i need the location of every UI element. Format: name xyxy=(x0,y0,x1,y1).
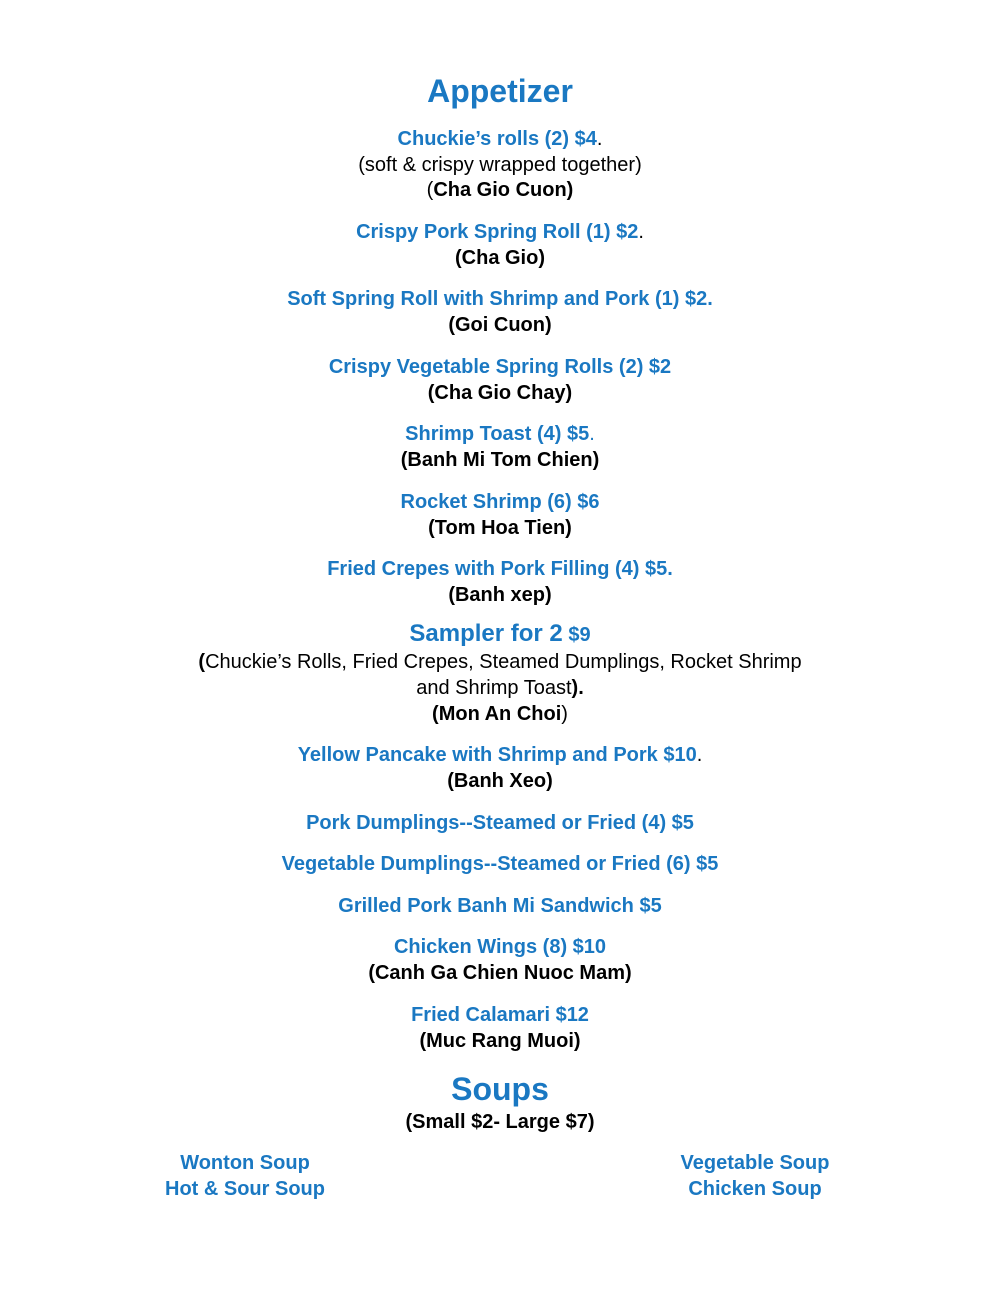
menu-item-name: Pork Dumplings--Steamed or Fried (4) $5 xyxy=(306,812,694,834)
soups-right-column xyxy=(605,1150,905,1202)
menu-item-name: Soft Spring Roll with Shrimp and Pork (1) $2. xyxy=(287,288,713,310)
menu-item-name: Rocket Shrimp (6) $6 xyxy=(400,491,600,513)
menu-item-viet: (Cha Gio Chay) xyxy=(427,382,573,404)
menu-item-viet: (Goi Cuon) xyxy=(448,314,552,336)
menu-item-name: Yellow Pancake with Shrimp and Pork $10. xyxy=(297,744,703,766)
soup-item: Vegetable Soup xyxy=(680,1152,830,1174)
soups-heading: Soups xyxy=(451,1071,549,1107)
appetizer-heading: Appetizer xyxy=(427,73,573,109)
menu-item-viet: (Muc Rang Muoi) xyxy=(419,1030,581,1052)
soup-item: Wonton Soup xyxy=(180,1152,310,1174)
menu-item-name: Fried Calamari $12 xyxy=(411,1004,589,1026)
soups-left-column xyxy=(95,1150,395,1202)
menu-item-name: Grilled Pork Banh Mi Sandwich $5 xyxy=(338,895,662,917)
menu-item-name: Vegetable Dumplings--Steamed or Fried (6) $5 xyxy=(281,853,719,875)
soups-price-note: (Small $2- Large $7) xyxy=(405,1111,595,1133)
menu-item-name: Shrimp Toast (4) $5. xyxy=(405,423,595,445)
sampler-desc: and Shrimp Toast). xyxy=(416,677,584,699)
menu-item-viet: (Cha Gio Cuon) xyxy=(426,179,574,201)
menu-item-name: Chicken Wings (8) $10 xyxy=(393,936,607,958)
menu-item-viet: (Banh xep) xyxy=(448,584,552,606)
menu-item-name: Crispy Pork Spring Roll (1) $2. xyxy=(356,221,644,243)
menu-item-viet: (Cha Gio) xyxy=(455,247,545,269)
sampler-title: Sampler for 2 $9 xyxy=(409,620,591,647)
menu-item-desc: (soft & crispy wrapped together) xyxy=(358,154,642,176)
menu-item-viet: (Canh Ga Chien Nuoc Mam) xyxy=(368,962,632,984)
menu-item-viet: (Tom Hoa Tien) xyxy=(428,517,572,539)
menu-item-viet: (Banh Xeo) xyxy=(447,770,553,792)
menu-item-name: Chuckie’s rolls (2) $4. xyxy=(397,128,603,150)
soup-item: Hot & Sour Soup xyxy=(165,1178,325,1200)
sampler-viet: (Mon An Choi) xyxy=(432,703,568,725)
sampler-desc: (Chuckie’s Rolls, Fried Crepes, Steamed Dumplings, Rocket Shrimp xyxy=(198,651,802,673)
menu-item-name: Crispy Vegetable Spring Rolls (2) $2 xyxy=(328,356,672,378)
menu-item-name: Fried Crepes with Pork Filling (4) $5. xyxy=(327,558,673,580)
menu-item-viet: (Banh Mi Tom Chien) xyxy=(400,449,600,471)
soup-item: Chicken Soup xyxy=(688,1178,822,1200)
